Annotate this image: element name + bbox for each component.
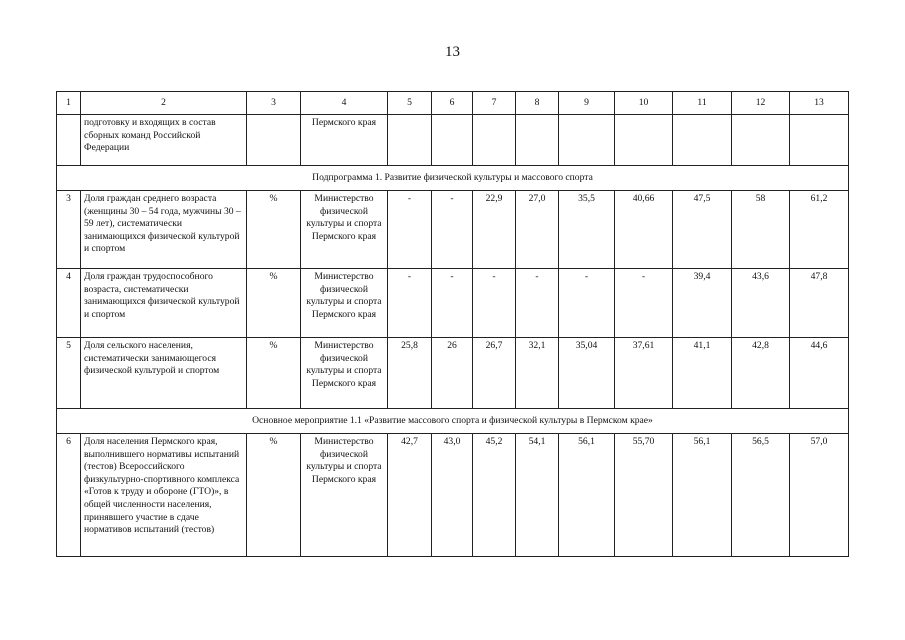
row-number: 3	[57, 191, 81, 269]
page-number: 13	[445, 44, 460, 60]
value-cell	[388, 115, 432, 166]
unit-cell: %	[247, 269, 301, 338]
row-number	[57, 115, 81, 166]
value-cell	[615, 115, 673, 166]
indicator-cell: подготовку и входящих в состав сборных команд Российской Федерации	[81, 115, 247, 166]
value-cell: 26	[432, 338, 473, 409]
value-cell: -	[473, 269, 516, 338]
row-number: 6	[57, 434, 81, 557]
row-number: 4	[57, 269, 81, 338]
value-cell: 39,4	[673, 269, 732, 338]
value-cell	[790, 115, 849, 166]
value-cell	[516, 115, 559, 166]
value-cell: -	[432, 191, 473, 269]
value-cell: 42,7	[388, 434, 432, 557]
column-number: 10	[615, 92, 673, 115]
indicator-cell: Доля сельского населения, систематически занимающегося физической культурой и спортом	[81, 338, 247, 409]
value-cell: 35,04	[559, 338, 615, 409]
main-event-row	[57, 409, 849, 434]
value-cell: 58	[732, 191, 790, 269]
main-event-title: Основное мероприятие 1.1 «Развитие массового спорта и физической культуры в Пермском крае»	[57, 409, 849, 434]
column-number: 12	[732, 92, 790, 115]
value-cell: -	[516, 269, 559, 338]
value-cell: 56,1	[559, 434, 615, 557]
value-cell: 54,1	[516, 434, 559, 557]
unit-cell	[247, 115, 301, 166]
value-cell: 55,70	[615, 434, 673, 557]
value-cell: 56,1	[673, 434, 732, 557]
value-cell: 43,0	[432, 434, 473, 557]
value-cell: -	[559, 269, 615, 338]
executor-cell: Министерство физической культуры и спорта Пермского края	[301, 191, 388, 269]
column-number: 1	[57, 92, 81, 115]
value-cell: 41,1	[673, 338, 732, 409]
indicator-cell: Доля граждан трудоспособного возраста, систематически занимающихся физической культурой и спортом	[81, 269, 247, 338]
value-cell: 37,61	[615, 338, 673, 409]
value-cell: 32,1	[516, 338, 559, 409]
value-cell: 45,2	[473, 434, 516, 557]
column-number-row	[57, 92, 849, 115]
value-cell: 40,66	[615, 191, 673, 269]
indicators-table	[56, 91, 849, 557]
column-number: 8	[516, 92, 559, 115]
table-row	[57, 191, 849, 269]
value-cell: -	[615, 269, 673, 338]
column-number: 9	[559, 92, 615, 115]
value-cell: -	[388, 269, 432, 338]
unit-cell: %	[247, 434, 301, 557]
column-number: 7	[473, 92, 516, 115]
subprogram-row	[57, 166, 849, 191]
value-cell: 47,8	[790, 269, 849, 338]
value-cell: 47,5	[673, 191, 732, 269]
value-cell	[473, 115, 516, 166]
indicator-cell: Доля граждан среднего возраста (женщины 30 – 54 года, мужчины 30 – 59 лет), систематически занимающихся физической культурой и спортом	[81, 191, 247, 269]
column-number: 5	[388, 92, 432, 115]
value-cell: 43,6	[732, 269, 790, 338]
value-cell	[732, 115, 790, 166]
value-cell: 25,8	[388, 338, 432, 409]
executor-cell: Министерство физической культуры и спорта Пермского края	[301, 434, 388, 557]
column-number: 3	[247, 92, 301, 115]
table-row	[57, 269, 849, 338]
table-row	[57, 338, 849, 409]
column-number: 6	[432, 92, 473, 115]
executor-cell: Министерство физической культуры и спорта Пермского края	[301, 338, 388, 409]
unit-cell: %	[247, 191, 301, 269]
value-cell	[559, 115, 615, 166]
table-row	[57, 434, 849, 557]
subprogram-title: Подпрограмма 1. Развитие физической культуры и массового спорта	[57, 166, 849, 191]
row-number: 5	[57, 338, 81, 409]
column-number: 4	[301, 92, 388, 115]
value-cell: 27,0	[516, 191, 559, 269]
value-cell: 57,0	[790, 434, 849, 557]
column-number: 2	[81, 92, 247, 115]
value-cell	[432, 115, 473, 166]
value-cell	[673, 115, 732, 166]
value-cell: 35,5	[559, 191, 615, 269]
value-cell: 22,9	[473, 191, 516, 269]
continuation-row	[57, 115, 849, 166]
value-cell: 61,2	[790, 191, 849, 269]
value-cell: -	[388, 191, 432, 269]
indicator-cell: Доля населения Пермского края, выполнившего нормативы испытаний (тестов) Всероссийского физкультурно-спортивного комплекса «Готов к труду и обороне (ГТО)», в общей численности населения, принявшего участие в сдаче нормативов испытаний (тестов)	[81, 434, 247, 557]
value-cell: 44,6	[790, 338, 849, 409]
unit-cell: %	[247, 338, 301, 409]
column-number: 13	[790, 92, 849, 115]
value-cell: 56,5	[732, 434, 790, 557]
value-cell: -	[432, 269, 473, 338]
value-cell: 26,7	[473, 338, 516, 409]
value-cell: 42,8	[732, 338, 790, 409]
column-number: 11	[673, 92, 732, 115]
executor-cell: Пермского края	[301, 115, 388, 166]
executor-cell: Министерство физической культуры и спорта Пермского края	[301, 269, 388, 338]
